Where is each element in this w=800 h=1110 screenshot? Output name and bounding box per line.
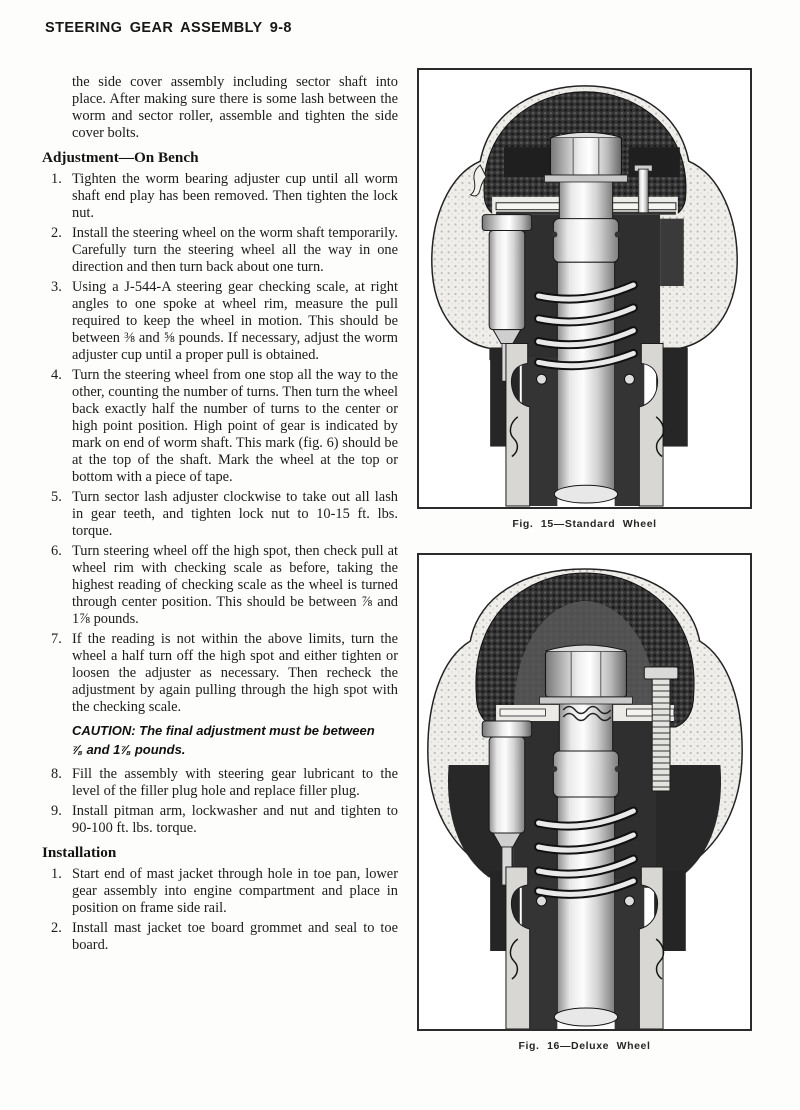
item-number: 4. xyxy=(51,367,62,383)
figure-deluxe-wheel xyxy=(417,553,752,1052)
item-number: 2. xyxy=(51,225,62,241)
list-item xyxy=(42,766,398,800)
section-heading-installation: Installation xyxy=(42,844,117,861)
intro-paragraph: the side cover assembly including sector shaft into place. After making sure there is some lash between the worm and sector roller, assemble and tighten the side cover bolts. xyxy=(72,74,398,141)
item-number: 5. xyxy=(51,489,62,505)
item-text: Turn sector lash adjuster clockwise to take out all lash in gear teeth, and tighten lock nut to 10-15 ft. lbs. torque. xyxy=(72,489,398,539)
item-number: 7. xyxy=(51,631,62,647)
page-header: STEERING GEAR ASSEMBLY 9-8 xyxy=(45,20,292,36)
item-text: Using a J-544-A steering gear checking scale, at right angles to one spoke at wheel rim, measure the pull required to keep the wheel in motion. This should be between ⅜ and ⅝ pounds. If necessary, adjust the worm adjuster cup until a proper pull is obtained. xyxy=(72,279,398,363)
text-column xyxy=(42,74,398,957)
item-text: Turn the steering wheel from one stop all the way to the other, counting the number of turns. Then turn the wheel back exactly half the number of turns to the center or high point position. High point of gear is indicated by mark on end of worm shaft. This mark (fig. 6) should be at the top of the shaft. Mark the wheel at the top or bottom with a piece of tape. xyxy=(72,367,398,485)
item-text: Install pitman arm, lockwasher and nut and tighten to 90-100 ft. lbs. torque. xyxy=(72,803,398,836)
item-number: 3. xyxy=(51,279,62,295)
standard-wheel-illustration xyxy=(417,68,752,509)
list-item xyxy=(42,803,398,837)
item-text: Fill the assembly with steering gear lubricant to the level of the filler plug hole and replace filler plug. xyxy=(72,766,398,799)
item-text: Start end of mast jacket through hole in toe pan, lower gear assembly into engine compartment and place in position on frame side rail. xyxy=(72,866,398,916)
list-item xyxy=(42,225,398,276)
deluxe-wheel-illustration xyxy=(417,553,752,1031)
list-item xyxy=(42,543,398,628)
list-item xyxy=(42,866,398,917)
figure-caption-standard-wheel: Fig. 15—Standard Wheel xyxy=(512,518,657,530)
item-number: 8. xyxy=(51,766,62,782)
item-text: Install the steering wheel on the worm shaft temporarily. Carefully turn the steering wheel all the way in one direction and then turn back about one turn. xyxy=(72,225,398,275)
item-number: 9. xyxy=(51,803,62,819)
item-number: 1. xyxy=(51,866,62,882)
list-item xyxy=(42,367,398,486)
item-number: 2. xyxy=(51,920,62,936)
item-number: 6. xyxy=(51,543,62,559)
item-text: Tighten the worm bearing adjuster cup until all worm shaft end play has been removed. Then tighten the lock nut. xyxy=(72,171,398,221)
section-heading-adjustment: Adjustment—On Bench xyxy=(42,149,199,166)
list-item xyxy=(42,631,398,716)
list-item xyxy=(42,171,398,222)
item-text: Turn steering wheel off the high spot, then check pull at wheel rim with checking scale as before, taking the highest reading of checking scale as the wheel is turned through center position. This should be between ⅞ and 1⅞ pounds. xyxy=(72,543,398,627)
figure-standard-wheel xyxy=(417,68,752,530)
caution-note: CAUTION: The final adjustment must be between ⅞ and 1⅞ pounds. xyxy=(72,723,375,757)
item-text: If the reading is not within the above limits, turn the wheel a half turn off the high spot and either tighten or loosen the adjuster as necessary. Then recheck the adjustment by again pulling through the high spot with the checking scale. xyxy=(72,631,398,715)
list-item xyxy=(42,489,398,540)
item-text: Install mast jacket toe board grommet and seal to toe board. xyxy=(72,920,398,953)
standard-wheel-cross-section-drawing xyxy=(419,70,750,507)
list-item xyxy=(42,279,398,364)
list-item xyxy=(42,920,398,954)
item-number: 1. xyxy=(51,171,62,187)
deluxe-wheel-cross-section-drawing xyxy=(419,555,750,1029)
figure-caption-deluxe-wheel: Fig. 16—Deluxe Wheel xyxy=(518,1040,651,1052)
